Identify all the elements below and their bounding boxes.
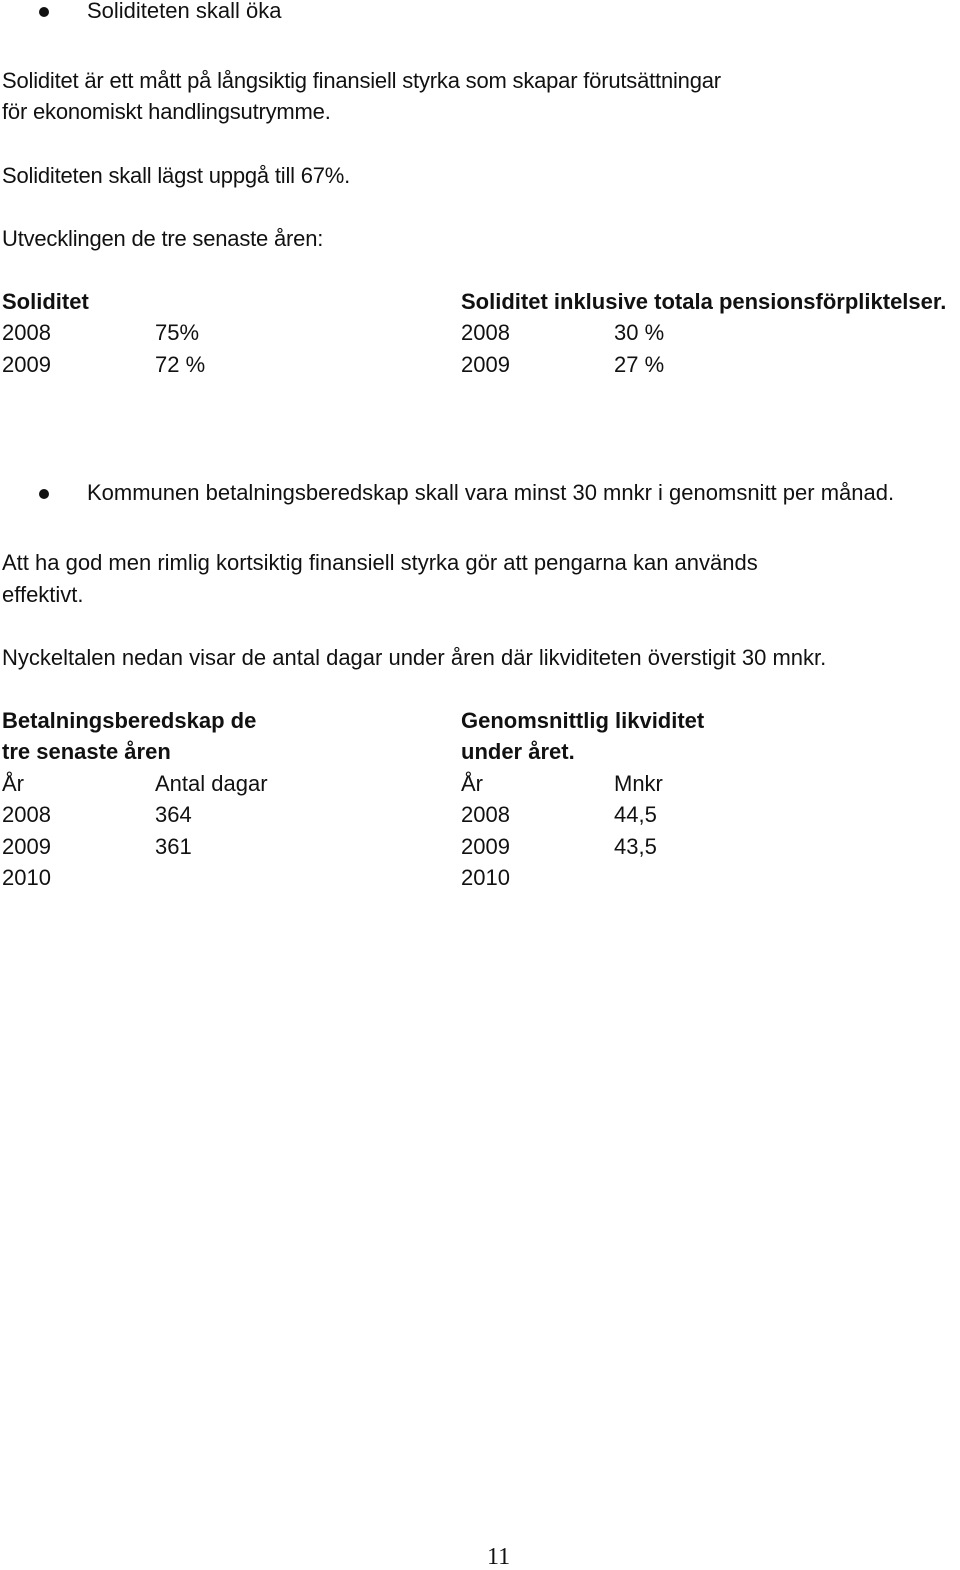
section-heading-betalningsberedskap: Kommunen betalningsberedskap skall vara minst 30 mnkr i genomsnitt per månad. (87, 480, 895, 505)
liquidity-left-header: tre senaste åren (2, 739, 171, 764)
table-cell: 2009 (461, 352, 510, 377)
paragraph-line: Utvecklingen de tre senaste åren: (2, 226, 324, 251)
table-cell: 44,5 (614, 802, 657, 827)
table-cell: 2008 (461, 320, 510, 345)
table-cell: 2010 (2, 865, 51, 890)
paragraph-line: Nyckeltalen nedan visar de antal dagar under åren där likviditeten överstigit 30 mnkr. (2, 645, 827, 670)
table-cell: 72 % (155, 352, 206, 377)
liquidity-right-header: Genomsnittlig likviditet (461, 708, 705, 733)
paragraph-line: Soliditeten skall lägst uppgå till 67%. (2, 163, 351, 188)
table-cell: 2009 (2, 352, 51, 377)
bullet-icon (39, 489, 49, 499)
table-cell: 75% (155, 320, 200, 345)
solidity-left-header: Soliditet (2, 289, 89, 314)
column-header: År (2, 771, 24, 796)
table-cell: 30 % (614, 320, 665, 345)
column-header: Mnkr (614, 771, 663, 796)
paragraph-line: Soliditet är ett mått på långsiktig finansiell styrka som skapar förutsättningar (2, 68, 721, 93)
table-cell: 2009 (2, 834, 51, 859)
section-heading-soliditet: Soliditeten skall öka (87, 0, 282, 23)
table-cell: 361 (155, 834, 192, 859)
table-cell: 43,5 (614, 834, 657, 859)
liquidity-left-header: Betalningsberedskap de (2, 708, 257, 733)
paragraph-line: för ekonomiskt handlingsutrymme. (2, 99, 331, 124)
table-cell: 2008 (461, 802, 510, 827)
table-cell: 27 % (614, 352, 665, 377)
page-number: 11 (487, 1544, 511, 1570)
column-header: År (461, 771, 483, 796)
solidity-right-header: Soliditet inklusive totala pensionsförpliktelser. (461, 289, 947, 314)
column-header: Antal dagar (155, 771, 268, 796)
paragraph-line: effektivt. (2, 582, 84, 607)
table-cell: 2009 (461, 834, 510, 859)
table-cell: 364 (155, 802, 192, 827)
table-cell: 2008 (2, 802, 51, 827)
paragraph-line: Att ha god men rimlig kortsiktig finansiell styrka gör att pengarna kan används (2, 550, 758, 575)
table-cell: 2008 (2, 320, 51, 345)
table-cell: 2010 (461, 865, 510, 890)
liquidity-right-header: under året. (461, 739, 575, 764)
bullet-icon (39, 7, 49, 17)
